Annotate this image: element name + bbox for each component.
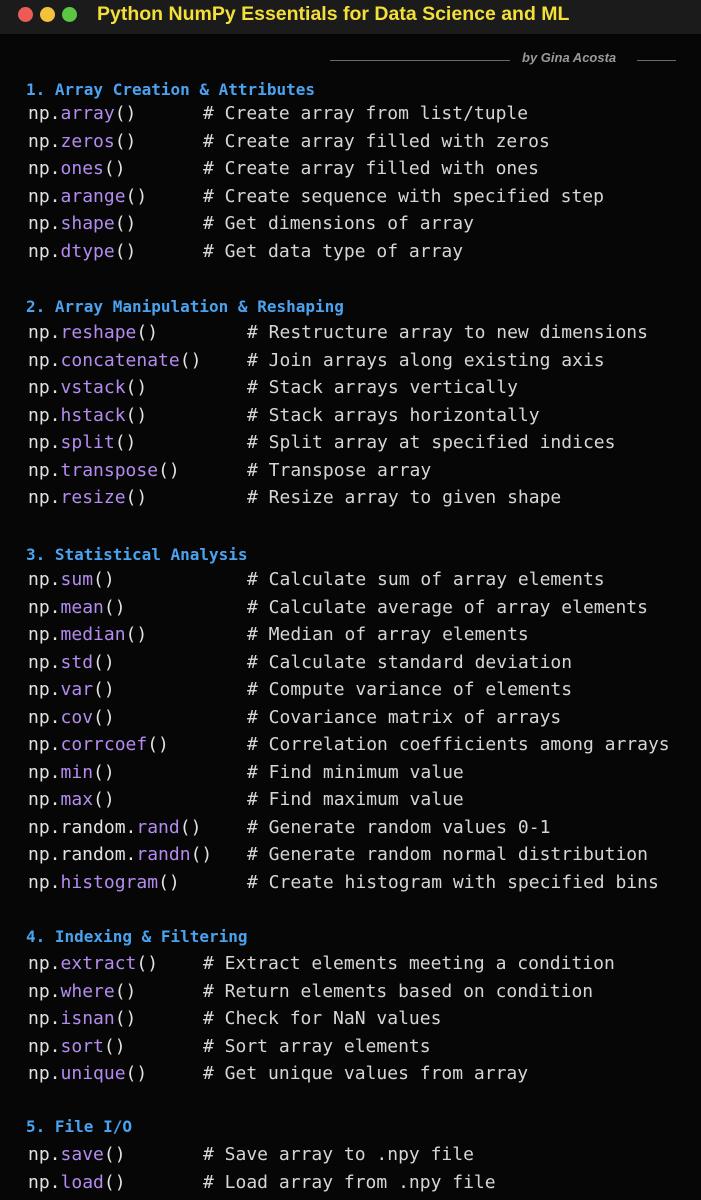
function-name: resize bbox=[60, 487, 126, 508]
function-prefix: np. bbox=[28, 569, 61, 590]
function-comment: # Create histogram with specified bins bbox=[247, 871, 659, 893]
function-name: extract bbox=[60, 953, 137, 974]
function-name: isnan bbox=[60, 1008, 115, 1029]
function-parens: () bbox=[125, 1063, 148, 1084]
section-title: 2. Array Manipulation & Reshaping bbox=[26, 297, 344, 316]
function-parens: () bbox=[147, 734, 169, 755]
function-comment: # Resize array to given shape bbox=[247, 487, 562, 508]
section-title: 4. Indexing & Filtering bbox=[26, 927, 248, 946]
function-prefix: np. bbox=[28, 240, 61, 262]
function-comment: # Return elements based on condition bbox=[203, 980, 594, 1002]
function-signature bbox=[28, 131, 136, 152]
function-signature bbox=[28, 597, 126, 618]
function-row bbox=[0, 131, 701, 155]
function-prefix: np. bbox=[28, 1035, 61, 1057]
function-comment: # Covariance matrix of arrays bbox=[247, 706, 562, 728]
function-row bbox=[0, 1063, 701, 1087]
function-parens: () bbox=[103, 1144, 126, 1165]
function-prefix: np. bbox=[28, 706, 61, 728]
function-parens: () bbox=[136, 953, 159, 974]
function-comment: # Calculate average of array elements bbox=[247, 596, 648, 618]
function-row bbox=[0, 569, 701, 593]
function-row bbox=[0, 953, 701, 977]
function-parens: () bbox=[125, 404, 148, 426]
function-signature bbox=[28, 213, 136, 234]
function-prefix: np. bbox=[28, 213, 61, 234]
function-signature bbox=[28, 322, 158, 343]
function-comment: # Median of array elements bbox=[247, 624, 529, 645]
function-signature bbox=[28, 844, 212, 865]
function-signature bbox=[28, 652, 115, 673]
function-comment: # Get dimensions of array bbox=[203, 213, 474, 234]
function-row bbox=[0, 624, 701, 648]
function-comment: # Calculate sum of array elements bbox=[247, 569, 605, 590]
function-parens: () bbox=[114, 432, 137, 453]
function-row bbox=[0, 1172, 701, 1196]
function-comment: # Generate random normal distribution bbox=[247, 844, 648, 865]
function-comment: # Load array from .npy file bbox=[203, 1171, 496, 1193]
function-prefix: np. bbox=[28, 185, 61, 207]
function-row bbox=[0, 1008, 701, 1032]
function-comment: # Transpose array bbox=[247, 459, 432, 481]
function-name: randn bbox=[136, 844, 191, 865]
function-parens: () bbox=[179, 816, 202, 838]
function-parens: () bbox=[114, 980, 137, 1002]
function-signature bbox=[28, 241, 136, 262]
function-parens: () bbox=[158, 459, 180, 481]
section-title: 5. File I/O bbox=[26, 1117, 132, 1136]
function-name: unique bbox=[60, 1063, 126, 1084]
function-parens: () bbox=[114, 213, 137, 234]
function-parens: () bbox=[125, 185, 148, 207]
function-row bbox=[0, 377, 701, 401]
function-comment: # Split array at specified indices bbox=[247, 432, 616, 453]
function-parens: () bbox=[125, 487, 148, 508]
function-parens: () bbox=[136, 322, 159, 343]
function-prefix: np. bbox=[28, 761, 61, 783]
function-parens: () bbox=[93, 679, 115, 700]
function-prefix: np. bbox=[28, 432, 61, 453]
function-signature bbox=[28, 981, 136, 1002]
function-signature bbox=[28, 679, 115, 700]
function-prefix: np. bbox=[28, 1063, 61, 1084]
function-row bbox=[0, 487, 701, 511]
function-name: save bbox=[60, 1144, 104, 1165]
function-row bbox=[0, 597, 701, 621]
function-prefix: np. bbox=[28, 980, 61, 1002]
function-parens: () bbox=[190, 844, 213, 865]
function-prefix: np. bbox=[28, 651, 61, 673]
function-prefix: np. bbox=[28, 459, 61, 481]
function-name: var bbox=[60, 679, 94, 700]
function-comment: # Stack arrays vertically bbox=[247, 377, 518, 398]
function-row bbox=[0, 679, 701, 703]
function-comment: # Correlation coefficients among arrays bbox=[247, 734, 670, 755]
function-comment: # Calculate standard deviation bbox=[247, 651, 573, 673]
function-prefix: np. bbox=[28, 487, 61, 508]
function-parens: () bbox=[158, 871, 180, 893]
function-row bbox=[0, 1144, 701, 1168]
function-row bbox=[0, 241, 701, 265]
function-row bbox=[0, 322, 701, 346]
function-name: max bbox=[60, 789, 94, 810]
function-row bbox=[0, 103, 701, 127]
function-name: zeros bbox=[60, 130, 115, 152]
function-name: array bbox=[60, 103, 115, 124]
function-signature bbox=[28, 762, 115, 783]
function-prefix: np. bbox=[28, 322, 61, 343]
function-prefix: np. bbox=[28, 404, 61, 426]
function-parens: () bbox=[93, 651, 115, 673]
function-row bbox=[0, 817, 701, 841]
function-parens: () bbox=[125, 624, 148, 645]
function-name: split bbox=[60, 432, 115, 453]
function-signature bbox=[28, 460, 180, 481]
function-prefix: np. bbox=[28, 130, 61, 152]
function-signature bbox=[28, 377, 147, 398]
function-row bbox=[0, 460, 701, 484]
function-signature bbox=[28, 1063, 147, 1084]
function-parens: () bbox=[93, 569, 115, 590]
function-signature bbox=[28, 103, 136, 124]
function-comment: # Find maximum value bbox=[247, 789, 464, 810]
section-title: 1. Array Creation & Attributes bbox=[26, 80, 315, 99]
function-name: transpose bbox=[60, 459, 159, 481]
function-row bbox=[0, 762, 701, 786]
function-parens: () bbox=[93, 706, 115, 728]
function-name: corrcoef bbox=[60, 734, 148, 755]
function-name: ones bbox=[60, 158, 104, 179]
function-comment: # Find minimum value bbox=[247, 761, 464, 783]
function-name: sort bbox=[60, 1035, 104, 1057]
function-prefix: np. bbox=[28, 679, 61, 700]
function-prefix: np. bbox=[28, 1144, 61, 1165]
function-prefix: np. bbox=[28, 377, 61, 398]
function-signature bbox=[28, 405, 147, 426]
function-row bbox=[0, 213, 701, 237]
function-prefix: np. bbox=[28, 734, 61, 755]
function-parens: () bbox=[93, 789, 115, 810]
function-comment: # Sort array elements bbox=[203, 1035, 431, 1057]
function-name: mean bbox=[60, 596, 104, 618]
function-prefix: np. bbox=[28, 1008, 61, 1029]
function-prefix: np. bbox=[28, 349, 61, 371]
function-signature bbox=[28, 350, 201, 371]
function-name: vstack bbox=[60, 377, 126, 398]
function-signature bbox=[28, 953, 158, 974]
function-prefix: np. bbox=[28, 871, 61, 893]
function-prefix: np. bbox=[28, 596, 61, 618]
function-name: histogram bbox=[60, 871, 159, 893]
function-signature bbox=[28, 707, 115, 728]
function-parens: () bbox=[103, 158, 126, 179]
function-signature bbox=[28, 1036, 126, 1057]
function-row bbox=[0, 652, 701, 676]
function-row bbox=[0, 981, 701, 1005]
function-name: rand bbox=[136, 816, 180, 838]
function-comment: # Get data type of array bbox=[203, 240, 464, 262]
function-name: min bbox=[60, 761, 94, 783]
function-name: concatenate bbox=[60, 349, 180, 371]
function-signature bbox=[28, 789, 115, 810]
function-row bbox=[0, 734, 701, 758]
function-parens: () bbox=[114, 130, 137, 152]
function-comment: # Save array to .npy file bbox=[203, 1144, 474, 1165]
section-title: 3. Statistical Analysis bbox=[26, 545, 248, 564]
function-prefix: np. bbox=[28, 953, 61, 974]
function-name: sum bbox=[60, 569, 94, 590]
function-parens: () bbox=[103, 1035, 126, 1057]
function-signature bbox=[28, 158, 126, 179]
function-prefix: np. bbox=[28, 789, 61, 810]
function-parens: () bbox=[179, 349, 202, 371]
function-signature bbox=[28, 1008, 136, 1029]
function-row bbox=[0, 872, 701, 896]
function-parens: () bbox=[114, 103, 137, 124]
function-parens: () bbox=[103, 1171, 126, 1193]
function-prefix: np. bbox=[28, 103, 61, 124]
function-parens: () bbox=[103, 596, 126, 618]
function-name: shape bbox=[60, 213, 115, 234]
author-byline: by Gina Acosta bbox=[522, 50, 617, 65]
function-comment: # Create array filled with ones bbox=[203, 158, 539, 179]
function-row bbox=[0, 350, 701, 374]
function-name: std bbox=[60, 651, 94, 673]
function-row bbox=[0, 158, 701, 182]
function-row bbox=[0, 186, 701, 210]
function-name: hstack bbox=[60, 404, 126, 426]
function-comment: # Generate random values 0-1 bbox=[247, 816, 551, 838]
function-row bbox=[0, 707, 701, 731]
function-name: cov bbox=[60, 706, 94, 728]
function-parens: () bbox=[125, 377, 148, 398]
function-row bbox=[0, 1036, 701, 1060]
function-parens: () bbox=[93, 761, 115, 783]
function-name: dtype bbox=[60, 240, 115, 262]
function-name: where bbox=[60, 980, 115, 1002]
function-signature bbox=[28, 624, 147, 645]
function-comment: # Check for NaN values bbox=[203, 1008, 442, 1029]
function-comment: # Restructure array to new dimensions bbox=[247, 322, 648, 343]
function-signature bbox=[28, 487, 147, 508]
function-comment: # Stack arrays horizontally bbox=[247, 404, 540, 426]
function-row bbox=[0, 789, 701, 813]
function-name: load bbox=[60, 1171, 104, 1193]
function-parens: () bbox=[114, 1008, 137, 1029]
function-row bbox=[0, 844, 701, 868]
function-signature bbox=[28, 569, 115, 590]
function-name: reshape bbox=[60, 322, 137, 343]
function-prefix: np.random. bbox=[28, 844, 137, 865]
function-name: arange bbox=[60, 185, 126, 207]
function-prefix: np. bbox=[28, 1171, 61, 1193]
function-prefix: np.random. bbox=[28, 816, 137, 838]
function-name: median bbox=[60, 624, 126, 645]
function-signature bbox=[28, 432, 136, 453]
function-row bbox=[0, 405, 701, 429]
function-signature bbox=[28, 817, 201, 838]
function-row bbox=[0, 432, 701, 456]
function-comment: # Create array from list/tuple bbox=[203, 103, 529, 124]
window-title: Python NumPy Essentials for Data Science and ML bbox=[97, 3, 570, 25]
function-prefix: np. bbox=[28, 624, 61, 645]
function-prefix: np. bbox=[28, 158, 61, 179]
function-parens: () bbox=[114, 240, 137, 262]
function-comment: # Extract elements meeting a condition bbox=[203, 953, 615, 974]
function-comment: # Join arrays along existing axis bbox=[247, 349, 605, 371]
function-signature bbox=[28, 1172, 126, 1193]
function-comment: # Create array filled with zeros bbox=[203, 130, 550, 152]
function-comment: # Compute variance of elements bbox=[247, 679, 573, 700]
function-signature bbox=[28, 872, 180, 893]
function-signature bbox=[28, 734, 169, 755]
function-comment: # Create sequence with specified step bbox=[203, 185, 604, 207]
function-comment: # Get unique values from array bbox=[203, 1063, 529, 1084]
function-signature bbox=[28, 186, 147, 207]
function-signature bbox=[28, 1144, 126, 1165]
